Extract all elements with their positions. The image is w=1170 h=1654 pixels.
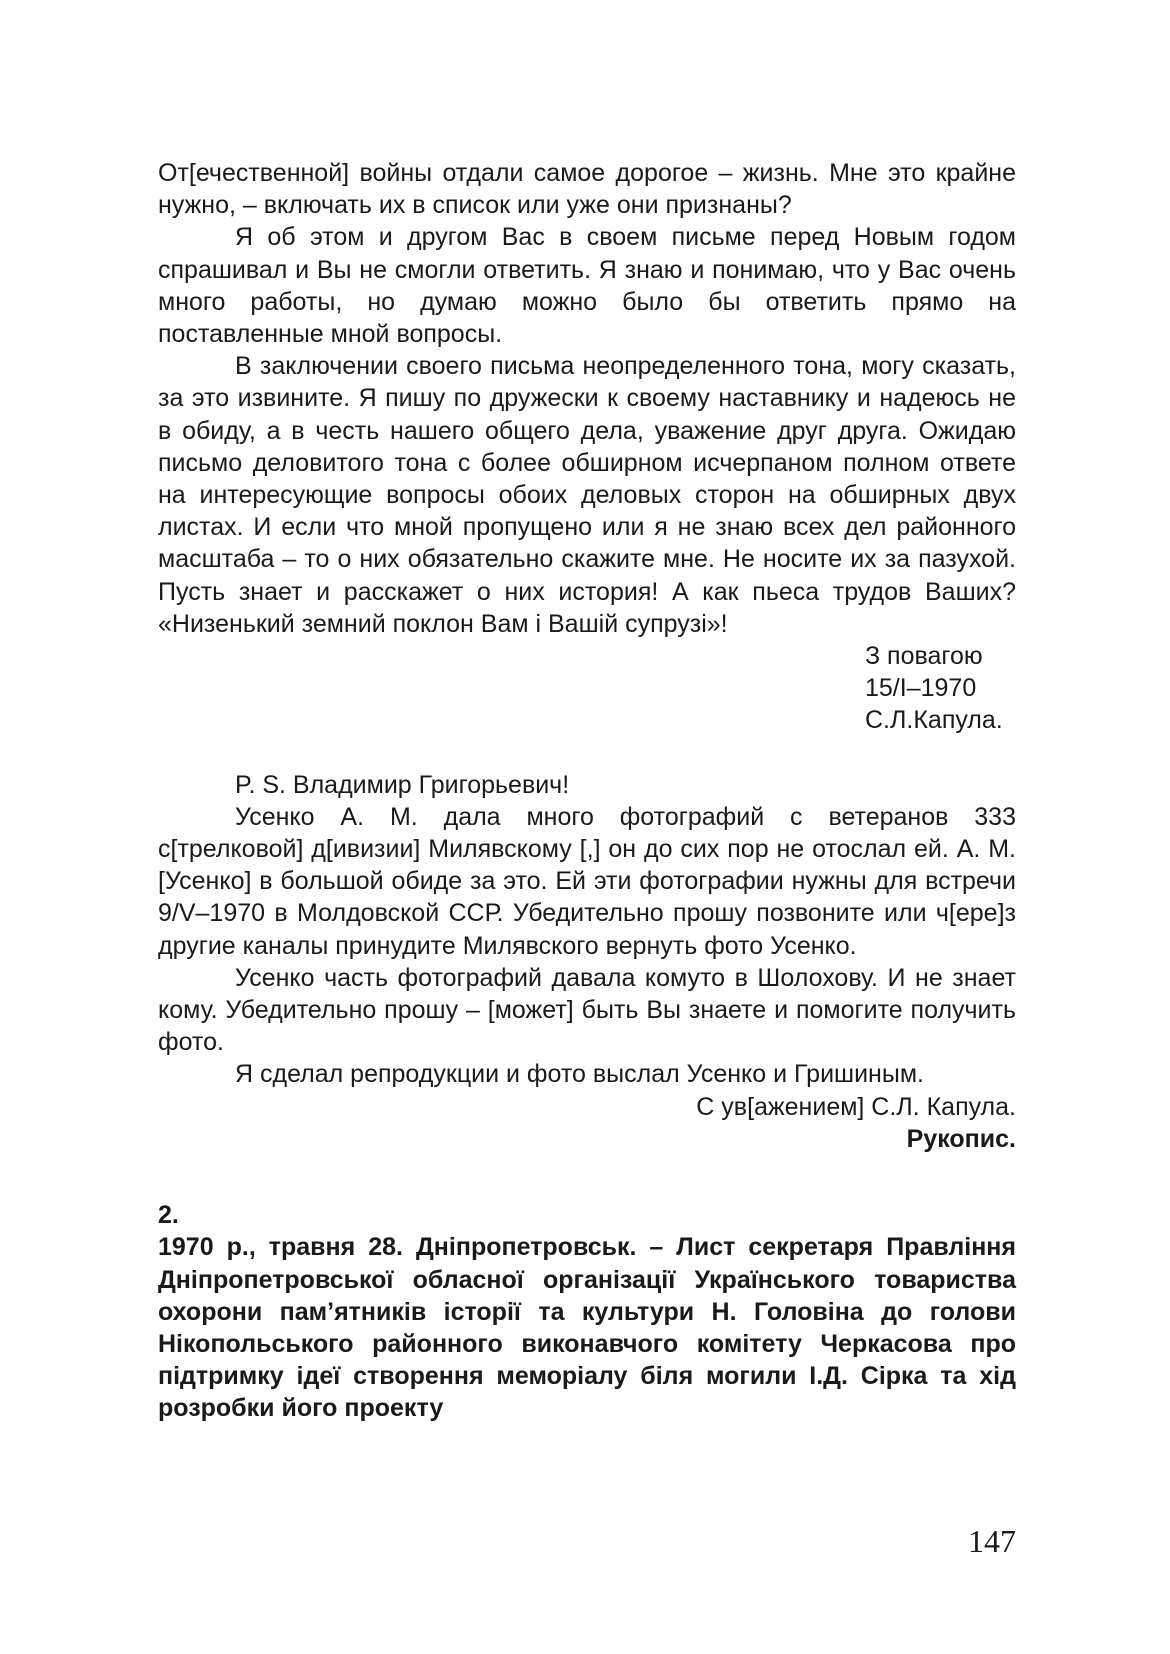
letter-paragraph-2: Я об этом и другом Вас в своем письме перед Новым годом спрашивал и Вы не смогли ответить. Я знаю и понимаю, что у Вас очень много работы, но думаю можно было бы ответить прямо на поставленные мной вопросы.: [158, 223, 1016, 349]
postscript-paragraph-2: Усенко часть фотографий давала комуто в Шолохову. И не знает кому. Убедительно прошу – [может] быть Вы знаете и помогите получить фото.: [158, 963, 1016, 1057]
postscript-paragraph-1: Усенко А. М. дала много фотографий с ветеранов 333 с[трелковой] д[ивизии] Милявскому [,] он до сих пор не отослал ей. А. М. [Усенко] в большой обиде за это. Ей эти фотографии нужны для встречи 9/V–1970 в Молдовской ССР. Убедительно прошу позвоните или ч[ере]з другие каналы принудите Милявского вернуть фото Усенко.: [158, 802, 1016, 960]
letter-paragraph-1: От[ечественной] войны отдали самое дорогое – жизнь. Мне это крайне нужно, – включать их в список или уже они признаны?: [158, 159, 1016, 220]
postscript-paragraph-3: Я сделал репродукции и фото выслал Усенко и Гришиным.: [235, 1060, 924, 1089]
postscript-salutation: P. S. Владимир Григорьевич!: [235, 770, 570, 799]
source-note: Рукопис.: [906, 1124, 1016, 1153]
postscript-closing: С ув[ажением] С.Л. Капула.: [696, 1092, 1016, 1121]
letter-paragraph-3: В заключении своего письма неопределенного тона, могу сказать, за это извините. Я пишу по дружески к своему наставнику и надеюсь не в обиду, а в честь нашего общего дела, уважение друг друга. Ожидаю письмо деловитого тона с более обширном исчерпаном полном ответе на интересующие вопросы обоих деловых сторон на обширных двух листах. И если что мной пропущено или я не знаю всех дел районного масштаба – то о них обязательно скажите мне. Не носите их за пазухой. Пусть знает и расскажет о них история! А как пьеса трудов Ваших? «Низенький земний поклон Вам і Вашій супрузі»!: [158, 352, 1016, 638]
page-number: 147: [968, 1523, 1016, 1559]
spacer: [158, 1155, 1016, 1199]
document-heading: 1970 р., травня 28. Дніпропетровськ. – Лист секретаря Правління Дніпропетровської обласної організації Українського товариства охорони пам’ятників історії та культури Н. Головіна до голови Нікопольського районного виконавчого комітету Черкасова про підтримку ідеї створення меморіалу біля могили І.Д. Сірка та хід розробки його проекту: [158, 1233, 1016, 1423]
signature-date: 15/I–1970: [865, 674, 977, 703]
signature-closing: З повагою: [865, 642, 983, 671]
page-body: [158, 157, 1016, 1425]
document-number: 2.: [158, 1201, 179, 1230]
letter-signature: [158, 640, 1016, 737]
spacer: [158, 737, 1016, 769]
signature-name: С.Л.Капула.: [865, 706, 1003, 735]
